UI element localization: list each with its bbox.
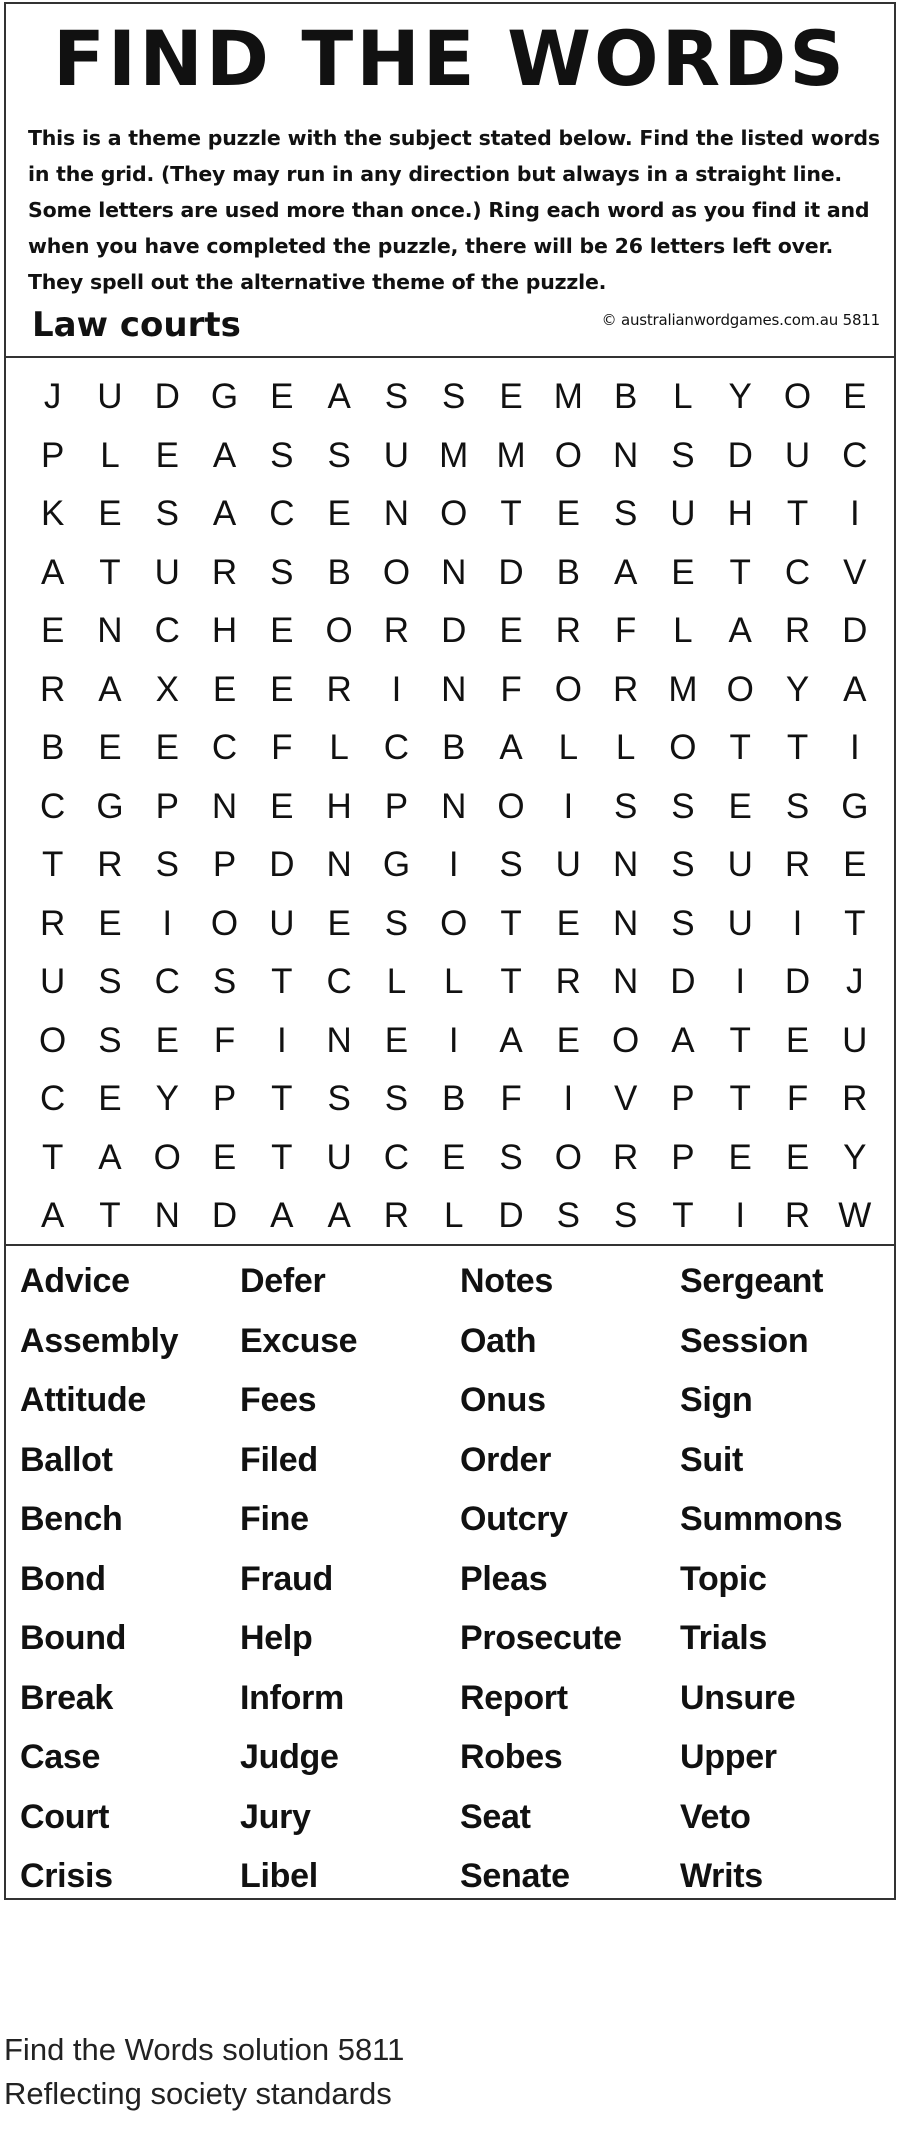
- grid-cell[interactable]: I: [391, 669, 402, 709]
- grid-cell[interactable]: P: [155, 786, 179, 826]
- word-list-item: Suit: [680, 1440, 744, 1479]
- grid-cell[interactable]: O: [554, 1137, 582, 1177]
- grid-cell[interactable]: N: [441, 669, 467, 709]
- grid-cell[interactable]: R: [842, 1079, 868, 1119]
- grid-cell[interactable]: I: [563, 786, 574, 826]
- grid-cell[interactable]: D: [842, 611, 868, 651]
- grid-cell[interactable]: C: [269, 494, 295, 534]
- grid-cell[interactable]: I: [849, 728, 860, 768]
- grid-cell[interactable]: B: [442, 728, 466, 768]
- word-list-item: Order: [460, 1440, 552, 1479]
- grid-cell[interactable]: T: [786, 728, 809, 768]
- grid-cell[interactable]: E: [98, 903, 122, 943]
- grid-cell[interactable]: O: [726, 669, 754, 709]
- grid-cell[interactable]: S: [499, 1137, 523, 1177]
- grid-cell[interactable]: N: [612, 962, 639, 1002]
- word-list-item: Sergeant: [680, 1262, 824, 1301]
- grid-cell[interactable]: S: [270, 552, 294, 592]
- grid-cell[interactable]: S: [671, 845, 695, 885]
- grid-cell[interactable]: S: [613, 1196, 638, 1236]
- word-list-item: Attitude: [20, 1381, 147, 1420]
- grid-cell[interactable]: N: [383, 494, 410, 534]
- grid-cell[interactable]: G: [382, 845, 411, 885]
- grid-cell[interactable]: E: [270, 669, 294, 709]
- grid-cell[interactable]: O: [440, 903, 468, 943]
- grid-cell[interactable]: T: [271, 1137, 293, 1177]
- grid-cell[interactable]: T: [729, 1079, 751, 1119]
- grid-cell[interactable]: S: [499, 845, 523, 885]
- word-list-item: Excuse: [240, 1321, 358, 1360]
- grid-cell[interactable]: A: [327, 377, 351, 417]
- word-list-item: Onus: [460, 1381, 546, 1420]
- grid-cell[interactable]: E: [40, 611, 65, 651]
- grid-cell[interactable]: A: [98, 1137, 122, 1177]
- grid-cell[interactable]: C: [211, 728, 238, 768]
- grid-cell[interactable]: T: [729, 728, 751, 768]
- word-list-item: Libel: [240, 1857, 318, 1896]
- grid-cell[interactable]: T: [729, 552, 751, 592]
- grid-cell[interactable]: E: [155, 435, 179, 475]
- grid-cell[interactable]: N: [326, 845, 352, 885]
- word-list-item: Break: [20, 1678, 114, 1717]
- grid-cell[interactable]: S: [270, 435, 294, 475]
- grid-cell[interactable]: B: [556, 552, 580, 592]
- grid-cell[interactable]: B: [40, 728, 65, 768]
- word-list-item: Defer: [240, 1262, 326, 1301]
- grid-cell[interactable]: S: [155, 845, 179, 885]
- grid-cell[interactable]: O: [39, 1020, 67, 1060]
- grid-cell[interactable]: R: [383, 611, 410, 651]
- grid-cell[interactable]: U: [842, 1020, 868, 1060]
- grid-cell[interactable]: M: [668, 669, 698, 709]
- grid-cell[interactable]: E: [384, 1020, 409, 1060]
- grid-cell[interactable]: S: [785, 786, 810, 826]
- word-list-item: Notes: [460, 1262, 553, 1301]
- grid-cell[interactable]: G: [210, 377, 239, 417]
- grid-cell[interactable]: S: [671, 903, 695, 943]
- grid-cell[interactable]: R: [555, 962, 581, 1002]
- word-list-item: Unsure: [680, 1678, 796, 1717]
- grid-cell[interactable]: L: [673, 611, 693, 651]
- word-list-item: Oath: [460, 1321, 537, 1360]
- word-list-item: Bound: [20, 1619, 127, 1658]
- grid-cell[interactable]: O: [554, 669, 582, 709]
- divider-bottom: [6, 1244, 894, 1246]
- grid-cell[interactable]: R: [555, 611, 581, 651]
- grid-cell[interactable]: P: [384, 786, 409, 826]
- grid-cell[interactable]: O: [382, 552, 411, 592]
- grid-cell[interactable]: U: [97, 377, 123, 417]
- grid-cell[interactable]: T: [500, 494, 522, 534]
- grid-cell[interactable]: D: [498, 552, 524, 592]
- word-list-item: Report: [460, 1678, 568, 1717]
- grid-cell[interactable]: E: [212, 1137, 237, 1177]
- grid-cell[interactable]: I: [162, 903, 173, 943]
- word-list-item: Fine: [240, 1500, 309, 1539]
- grid-cell[interactable]: S: [384, 377, 409, 417]
- grid-cell[interactable]: T: [672, 1196, 694, 1236]
- word-list-item: Judge: [240, 1738, 339, 1777]
- grid-cell[interactable]: A: [499, 1020, 523, 1060]
- grid-cell[interactable]: D: [154, 377, 180, 417]
- grid-cell[interactable]: E: [556, 494, 580, 534]
- grid-cell[interactable]: E: [327, 494, 351, 534]
- grid-cell[interactable]: I: [735, 1196, 746, 1236]
- grid-cell[interactable]: E: [843, 377, 867, 417]
- grid-cell[interactable]: E: [556, 903, 580, 943]
- grid-cell[interactable]: T: [500, 962, 522, 1002]
- grid-cell[interactable]: A: [98, 669, 122, 709]
- word-list-item: Writs: [680, 1857, 763, 1896]
- grid-cell[interactable]: I: [448, 1020, 459, 1060]
- grid-cell[interactable]: C: [383, 728, 410, 768]
- grid-cell[interactable]: R: [612, 1137, 639, 1177]
- grid-cell[interactable]: U: [784, 435, 811, 475]
- puzzle-title: FIND THE WORDS: [53, 14, 847, 103]
- grid-cell[interactable]: S: [155, 494, 179, 534]
- grid-cell[interactable]: O: [325, 611, 353, 651]
- word-list-item: Inform: [240, 1678, 344, 1717]
- grid-cell[interactable]: A: [843, 669, 867, 709]
- grid-cell[interactable]: U: [670, 494, 696, 534]
- grid-cell[interactable]: U: [269, 903, 295, 943]
- word-list-item: Case: [20, 1738, 101, 1777]
- grid-cell[interactable]: D: [727, 435, 753, 475]
- word-list-item: Help: [240, 1619, 313, 1658]
- grid-cell[interactable]: C: [40, 786, 66, 826]
- grid-cell[interactable]: E: [785, 1020, 810, 1060]
- grid-cell[interactable]: C: [40, 1079, 66, 1119]
- grid-cell[interactable]: A: [671, 1020, 695, 1060]
- grid-cell[interactable]: O: [554, 435, 582, 475]
- word-list-item: Pleas: [460, 1559, 548, 1598]
- solution-answer: Reflecting society standards: [4, 2076, 392, 2111]
- grid-cell[interactable]: V: [613, 1079, 638, 1119]
- grid-cell[interactable]: E: [728, 786, 752, 826]
- grid-cell[interactable]: E: [155, 728, 179, 768]
- grid-cell[interactable]: O: [669, 728, 697, 768]
- grid-cell[interactable]: E: [442, 1137, 466, 1177]
- grid-cell[interactable]: S: [327, 1079, 351, 1119]
- grid-cell[interactable]: D: [670, 962, 696, 1002]
- grid-cell[interactable]: E: [499, 377, 523, 417]
- grid-cell[interactable]: S: [613, 786, 638, 826]
- grid-cell[interactable]: E: [155, 1020, 179, 1060]
- grid-cell[interactable]: A: [270, 1196, 294, 1236]
- grid-cell[interactable]: I: [792, 903, 803, 943]
- grid-cell[interactable]: O: [783, 377, 812, 417]
- grid-cell[interactable]: S: [384, 1079, 409, 1119]
- grid-cell[interactable]: G: [841, 786, 869, 826]
- grid-cell[interactable]: C: [383, 1137, 410, 1177]
- grid-cell[interactable]: T: [99, 1196, 121, 1236]
- word-list-item: Filed: [240, 1440, 318, 1479]
- grid-cell[interactable]: R: [612, 669, 639, 709]
- grid-cell[interactable]: P: [671, 1079, 695, 1119]
- grid-cell[interactable]: Y: [155, 1079, 179, 1119]
- grid-cell[interactable]: R: [784, 611, 811, 651]
- grid-cell[interactable]: S: [98, 962, 122, 1002]
- grid-cell[interactable]: U: [383, 435, 410, 475]
- grid-cell[interactable]: A: [613, 552, 638, 592]
- grid-cell[interactable]: F: [500, 669, 522, 709]
- grid-cell[interactable]: P: [212, 845, 237, 885]
- divider-top: [6, 356, 894, 358]
- grid-cell[interactable]: N: [612, 845, 639, 885]
- grid-cell[interactable]: D: [441, 611, 467, 651]
- grid-cell[interactable]: F: [213, 1020, 236, 1060]
- grid-cell[interactable]: N: [326, 1020, 352, 1060]
- grid-cell[interactable]: N: [211, 786, 238, 826]
- grid-cell[interactable]: M: [496, 435, 526, 475]
- puzzle-frame: [4, 2, 896, 1900]
- grid-cell[interactable]: L: [100, 435, 120, 475]
- grid-cell[interactable]: R: [784, 845, 811, 885]
- grid-cell[interactable]: S: [613, 494, 638, 534]
- grid-cell[interactable]: E: [671, 552, 695, 592]
- grid-cell[interactable]: S: [384, 903, 409, 943]
- grid-cell[interactable]: W: [838, 1196, 872, 1236]
- grid-cell[interactable]: S: [671, 786, 695, 826]
- grid-cell[interactable]: X: [155, 669, 179, 709]
- grid-cell[interactable]: C: [326, 962, 352, 1002]
- word-list-item: Topic: [680, 1559, 767, 1598]
- grid-cell[interactable]: L: [386, 962, 407, 1002]
- grid-cell[interactable]: E: [843, 845, 867, 885]
- grid-cell[interactable]: I: [849, 494, 860, 534]
- word-list-item: Session: [680, 1321, 809, 1360]
- word-list-item: Seat: [460, 1797, 531, 1836]
- grid-cell[interactable]: I: [563, 1079, 574, 1119]
- grid-cell[interactable]: E: [270, 611, 294, 651]
- grid-cell[interactable]: B: [442, 1079, 466, 1119]
- grid-cell[interactable]: A: [40, 1196, 65, 1236]
- grid-cell[interactable]: R: [326, 669, 352, 709]
- grid-cell[interactable]: N: [441, 786, 467, 826]
- grid-cell[interactable]: U: [727, 845, 753, 885]
- grid-cell[interactable]: T: [786, 494, 809, 534]
- grid-cell[interactable]: S: [442, 377, 466, 417]
- grid-cell[interactable]: R: [383, 1196, 410, 1236]
- letter-grid[interactable]: [24, 368, 884, 1238]
- grid-cell[interactable]: O: [440, 494, 468, 534]
- grid-cell[interactable]: R: [40, 903, 66, 943]
- grid-cell[interactable]: U: [40, 962, 66, 1002]
- grid-cell[interactable]: M: [439, 435, 469, 475]
- grid-cell[interactable]: L: [673, 377, 693, 417]
- grid-cell[interactable]: I: [448, 845, 459, 885]
- grid-cell[interactable]: S: [671, 435, 695, 475]
- word-list-item: Sign: [680, 1381, 753, 1420]
- grid-cell[interactable]: R: [211, 552, 238, 592]
- grid-cell[interactable]: H: [727, 494, 753, 534]
- word-list-item: Fraud: [240, 1559, 333, 1598]
- word-list-item: Ballot: [20, 1440, 113, 1479]
- grid-cell[interactable]: P: [671, 1137, 695, 1177]
- grid-cell[interactable]: A: [499, 728, 523, 768]
- grid-cell[interactable]: T: [729, 1020, 751, 1060]
- grid-cell[interactable]: F: [786, 1079, 809, 1119]
- grid-cell[interactable]: E: [785, 1137, 810, 1177]
- grid-cell[interactable]: C: [154, 611, 180, 651]
- grid-cell[interactable]: E: [212, 669, 237, 709]
- grid-cell[interactable]: O: [612, 1020, 640, 1060]
- grid-cell[interactable]: S: [327, 435, 351, 475]
- word-list: [20, 1252, 890, 1896]
- grid-cell[interactable]: K: [40, 494, 65, 534]
- grid-cell[interactable]: C: [154, 962, 180, 1002]
- grid-cell[interactable]: L: [558, 728, 579, 768]
- word-list-item: Veto: [680, 1797, 751, 1836]
- word-list-item: Bench: [20, 1500, 123, 1539]
- grid-cell[interactable]: T: [41, 845, 64, 885]
- grid-cell[interactable]: P: [212, 1079, 237, 1119]
- grid-cell[interactable]: D: [269, 845, 295, 885]
- grid-cell[interactable]: Y: [785, 669, 810, 709]
- word-list-item: Crisis: [20, 1857, 113, 1896]
- grid-cell[interactable]: F: [614, 611, 637, 651]
- grid-cell[interactable]: E: [728, 1137, 752, 1177]
- word-list-item: Bond: [20, 1559, 106, 1598]
- grid-cell[interactable]: U: [154, 552, 180, 592]
- grid-cell[interactable]: V: [843, 552, 867, 592]
- grid-cell[interactable]: U: [326, 1137, 352, 1177]
- grid-cell[interactable]: H: [211, 611, 238, 651]
- grid-cell[interactable]: R: [40, 669, 66, 709]
- grid-cell[interactable]: I: [735, 962, 746, 1002]
- grid-cell[interactable]: T: [271, 962, 293, 1002]
- grid-cell[interactable]: E: [98, 1079, 122, 1119]
- grid-cell[interactable]: U: [727, 903, 753, 943]
- grid-cell[interactable]: L: [443, 962, 464, 1002]
- word-list-item: Court: [20, 1797, 110, 1836]
- word-list-item: Senate: [460, 1857, 570, 1896]
- grid-cell[interactable]: F: [500, 1079, 522, 1119]
- grid-cell[interactable]: N: [154, 1196, 180, 1236]
- grid-cell[interactable]: T: [271, 1079, 293, 1119]
- grid-cell[interactable]: T: [99, 552, 121, 592]
- grid-cell[interactable]: I: [276, 1020, 287, 1060]
- grid-cell[interactable]: M: [553, 377, 583, 417]
- copyright-notice: © australianwordgames.com.au 5811: [601, 311, 880, 329]
- word-list-item: Outcry: [460, 1500, 568, 1539]
- grid-cell[interactable]: L: [443, 1196, 464, 1236]
- puzzle-subject: Law courts: [32, 305, 241, 345]
- grid-cell[interactable]: B: [327, 552, 351, 592]
- word-list-item: Upper: [680, 1738, 777, 1777]
- grid-cell[interactable]: L: [329, 728, 349, 768]
- grid-cell[interactable]: A: [212, 435, 237, 475]
- grid-cell[interactable]: A: [728, 611, 752, 651]
- solution-heading: Find the Words solution 5811: [4, 2032, 405, 2067]
- grid-cell[interactable]: N: [441, 552, 467, 592]
- grid-cell[interactable]: J: [43, 377, 62, 417]
- grid-cell[interactable]: R: [97, 845, 123, 885]
- grid-cell[interactable]: T: [41, 1137, 64, 1177]
- grid-cell[interactable]: S: [98, 1020, 122, 1060]
- word-list-item: Prosecute: [460, 1619, 622, 1658]
- word-list-item: Advice: [20, 1262, 130, 1301]
- grid-cell[interactable]: T: [500, 903, 522, 943]
- grid-cell[interactable]: E: [98, 728, 122, 768]
- grid-cell[interactable]: N: [97, 611, 123, 651]
- grid-cell[interactable]: Y: [728, 377, 752, 417]
- grid-cell[interactable]: E: [327, 903, 351, 943]
- grid-cell[interactable]: C: [784, 552, 811, 592]
- solution-block: [4, 2028, 404, 2116]
- grid-cell[interactable]: N: [612, 435, 639, 475]
- grid-cell[interactable]: N: [612, 903, 639, 943]
- grid-cell[interactable]: J: [846, 962, 864, 1002]
- word-list-item: Robes: [460, 1738, 563, 1777]
- grid-cell[interactable]: B: [613, 377, 638, 417]
- grid-cell[interactable]: L: [615, 728, 636, 768]
- grid-cell[interactable]: A: [327, 1196, 351, 1236]
- word-list-item: Trials: [680, 1619, 768, 1658]
- grid-cell[interactable]: E: [98, 494, 122, 534]
- word-list-item: Fees: [240, 1381, 317, 1420]
- grid-cell[interactable]: D: [211, 1196, 238, 1236]
- grid-cell[interactable]: E: [499, 611, 523, 651]
- grid-cell[interactable]: E: [556, 1020, 580, 1060]
- word-list-item: Summons: [680, 1500, 843, 1539]
- grid-cell[interactable]: D: [784, 962, 811, 1002]
- grid-cell[interactable]: R: [784, 1196, 811, 1236]
- grid-cell[interactable]: E: [270, 377, 294, 417]
- grid-cell[interactable]: S: [556, 1196, 580, 1236]
- grid-cell[interactable]: A: [212, 494, 237, 534]
- grid-cell[interactable]: O: [210, 903, 239, 943]
- grid-cell[interactable]: H: [326, 786, 352, 826]
- word-list-item: Jury: [240, 1797, 311, 1836]
- instructions-text: This is a theme puzzle with the subject stated below. Find the listed words in the grid. (They may run in any direction but always in a straight line. Some letters are used more than once.) Ring each word as you find it and when you have completed the puzzle, there will be 26 letters left over. They spell out the alternative theme of the puzzle.: [28, 126, 880, 294]
- grid-cell[interactable]: O: [497, 786, 525, 826]
- grid-cell[interactable]: P: [40, 435, 65, 475]
- grid-cell[interactable]: Y: [843, 1137, 867, 1177]
- grid-cell[interactable]: S: [212, 962, 237, 1002]
- grid-cell[interactable]: G: [96, 786, 124, 826]
- grid-cell[interactable]: C: [842, 435, 868, 475]
- grid-cell[interactable]: A: [40, 552, 65, 592]
- grid-cell[interactable]: E: [270, 786, 294, 826]
- word-list-item: Assembly: [20, 1321, 179, 1360]
- grid-cell[interactable]: F: [271, 728, 293, 768]
- grid-cell[interactable]: O: [153, 1137, 181, 1177]
- grid-cell[interactable]: T: [844, 903, 866, 943]
- grid-cell[interactable]: D: [498, 1196, 524, 1236]
- grid-cell[interactable]: U: [555, 845, 581, 885]
